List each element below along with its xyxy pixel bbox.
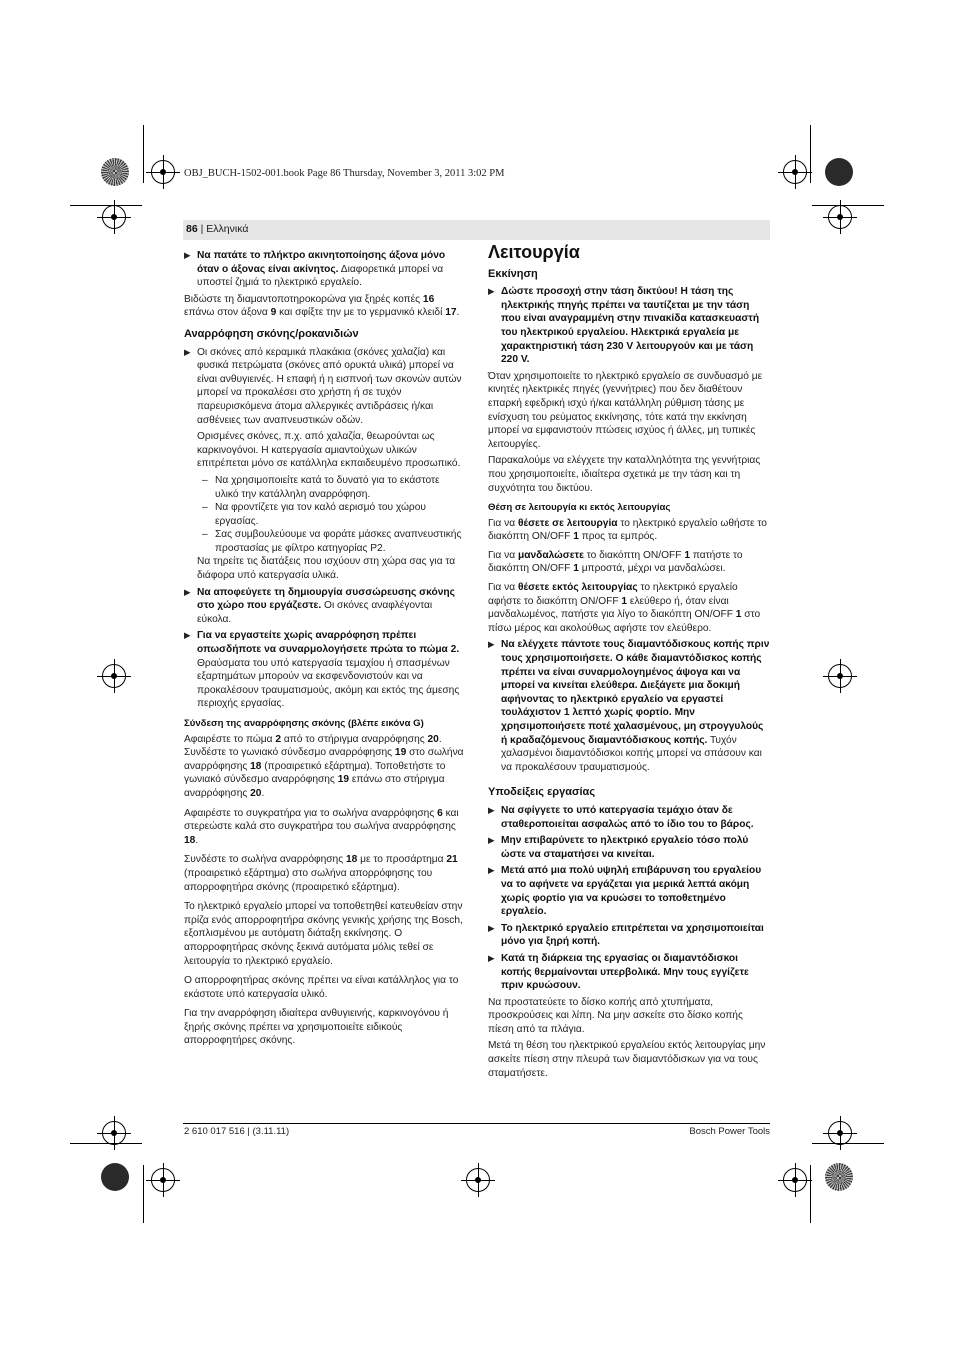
paragraph: Για την αναρρόφηση ιδιαίτερα ανθυγιεινής, καρκινογόνου ή ξηρής σκόνης πρέπει να χρησιμοποιείτε ειδικούς απορροφητήρες σκόνης. [184,1008,449,1047]
warning-item: ▶ Δώστε προσοχή στην τάση δικτύου! Η τάση της ηλεκτρικής πηγής πρέπει να ταυτίζεται με την τάση που είναι αναγραμμένη στην πινακίδα κατασκευαστή του ηλεκτρικού εργαλείου. Ηλεκτρικά εργαλεία με χαρακτηριστική τάση 230 V λειτουργούν και με τάση 220 V. [488,286,760,366]
warning-item: ▶ Κατά τη διάρκεια της εργασίας οι διαμαντόδισκοι κοπής θερμαίνονται υπερβολικά. Μην τους εγγίζετε πριν κρυώσουν. [488,952,749,992]
registration-mark [102,1121,126,1145]
section-heading: Εκκίνηση [488,267,538,280]
paragraph: Αφαιρέστε το πώμα 2 από το στήριγμα αναρρόφησης 20. Συνδέστε το γωνιακό σύνδεσμο αναρρόφησης 19 στο σωλήνα αναρρόφησης 18 (προαιρετικό εξάρτημα). Τοποθετήστε το γωνιακό σύνδεσμο αναρρόφησης 19 επάνω στο στήριγμα αναρρόφησης 20. [184,733,464,799]
paragraph: Συνδέστε το σωλήνα αναρρόφησης 18 με το προσάρτημα 21 (προαιρετικό εξάρτημα) στο σωλήνα απορρόφησης του απορροφητήρα σκόνης (προαιρετικό εξάρτημα). [184,854,458,893]
paragraph: Να προστατεύετε το δίσκο κοπής από χτυπήματα, προσκρούσεις και λίπη. Να μην ασκείτε στο δίσκο κοπής πίεση από τα πλάγια. [488,996,743,1035]
paragraph: Όταν χρησιμοποιείτε το ηλεκτρικό εργαλείο σε συνδυασμό με κινητές ηλεκτρικές πηγές (γεννήτριες) που δεν διαθέτουν επαρκή εφεδρική ισχύ ή/και κατάλληλη ρύθμιση τάσης με ενίσχυση του ρεύματος εκκίνησης, τότε κατά την εκκίνηση μπορεί να εμφανιστούν πτώσεις ισχύος ή άλλες, μη τυπικές λειτουργίες. [488,370,763,450]
page-title: Λειτουργία [488,242,580,262]
paragraph: Για να θέσετε εκτός λειτουργίας το ηλεκτρικό εργαλείο αφήστε το διακόπτη ON/OFF 1 ελεύθερο ή, όταν είναι μανδαλωμένος, πατήστε για λίγο το διακόπτη ON/OFF 1 στο πίσω μέρος και ακολούθως αφήστε τον ελεύθερο. [488,582,761,634]
paragraph: Για να μανδαλώσετε το διακόπτη ON/OFF 1 πατήστε το διακόπτη ON/OFF 1 μπροστά, μέχρι να μανδαλώσει. [488,549,743,575]
file-info: OBJ_BUCH-1502-001.book Page 86 Thursday, November 3, 2011 3:02 PM [184,168,505,179]
registration-mark [102,205,126,229]
subsection-heading: Θέση σε λειτουργία κι εκτός λειτουργίας [488,502,671,514]
footer-rule [183,1123,770,1124]
section-heading: Υποδείξεις εργασίας [488,786,596,799]
registration-mark [783,160,807,184]
footer-right: Bosch Power Tools [689,1126,770,1137]
color-target [101,1163,129,1191]
subsection-heading: Σύνδεση της αναρρόφησης σκόνης (βλέπε εικόνα G) [184,718,424,729]
registration-mark [783,1168,807,1192]
registration-mark [151,1168,175,1192]
paragraph: Ο απορροφητήρας σκόνης πρέπει να είναι κατάλληλος για το εκάστοτε υπό κατεργασία υλικό. [184,975,459,1000]
color-target [101,158,129,186]
warning-item: ▶ Για να εργαστείτε χωρίς αναρρόφηση πρέπει οπωσδήποτε να συναρμολογήσετε πρώτα το πώμα 2. Θραύσματα του υπό κατεργασία τεμαχίου ή σπασμένων εξαρτημάτων μπορούν να εκσφενδονιστούν και να προκαλέσουν τραυματισμούς, ακόμη και εκτός της άμεσης περιοχής εργασίας. [184,630,460,710]
paragraph: Για να θέσετε σε λειτουργία το ηλεκτρικό εργαλείο ωθήστε το διακόπτη ON/OFF 1 προς τα εμπρός. [488,517,767,543]
header-language: Ελληνικά [206,223,249,235]
warning-item: ▶ Να σφίγγετε το υπό κατεργασία τεμάχιο όταν δε σταθεροποιείται ασφαλώς από το ίδιο του το βάρος. [488,804,754,830]
color-target [825,158,853,186]
registration-mark [828,1121,852,1145]
warning-item: ▶ Να πατάτε το πλήκτρο ακινητοποίησης άξονα μόνο όταν ο άξονας είναι ακίνητος. Διαφορετικά μπορεί να υποστεί ζημιά το ηλεκτρικό εργαλείο. [184,250,446,289]
warning-item: ▶ Να ελέγχετε πάντοτε τους διαμαντόδισκους κοπής πριν τους χρησιμοποιήσετε. Ο κάθε διαμαντόδισκος κοπής πρέπει να είναι συναρμολογημένος άψογα και να μπορεί να κινείται ελεύθερα. Διεξάγετε μια δοκιμή αφήνοντας το ηλεκτρικό εργαλείο να εργαστεί τουλάχιστον 1 λεπτό χωρίς φορτίο. Μην χρησιμοποιήσετε ποτέ χαλασμένους, μη στρογγυλούς ή κραδαζόμενους διαμαντόδισκους κοπής. Τυχόν χαλασμένοι διαμαντόδισκοι κοπής μπορεί να σπάσουν και να προκαλέσουν τραυματισμούς. [488,639,770,773]
page-number: 86 [186,223,198,235]
registration-mark [151,160,175,184]
warning-item: ▶ Μετά από μια πολύ υψηλή επιβάρυνση του εργαλείου να το αφήνετε να εργάζεται για μερικά λεπτά ακόμη χωρίς φορτίο για να κρυώσει το τοποθετημένο εργαλείο. [488,865,762,918]
registration-mark [828,664,852,688]
paragraph: Αφαιρέστε το συγκρατήρα για το σωλήνα αναρρόφησης 6 και στερεώστε καλά στο συγκρατήρα του σωλήνα αναρρόφησης 18. [184,807,459,846]
warning-item: ▶ Να αποφεύγετε τη δημιουργία συσσώρευσης σκόνης στο χώρο που εργάζεστε. Οι σκόνες αναφλέγονται εύκολα. [184,586,455,625]
warning-item: ▶ Οι σκόνες από κεραμικά πλακάκια (σκόνες χαλαζία) και φυσικά πετρώματα (σκόνες από ορυκτά υλικά) μπορεί να είναι ανθυγιεινές. Η επαφή ή η εισπνοή των σκονών αυτών μπορεί να προκαλέσει στο χρήστη ή σε τυχόν παρευρισκόμενα άτομα αλλεργικές αντιδράσεις ή/και ασθένειες των αναπνευστικών οδών. [184,346,462,426]
header-bar [183,220,770,240]
paragraph: Το ηλεκτρικό εργαλείο μπορεί να τοποθετηθεί κατευθείαν στην πρίζα ενός απορροφητήρα σκόνης γενικής χρήσης της Bosch, εξοπλισμένου με αυτόματη διάταξη εκκίνησης. Ο απορροφητήρας σκόνης ξεκινά αυτόματα μόλις τεθεί σε λειτουργία το ηλεκτρικό εργαλείο. [184,901,463,967]
left-column [184,249,464,1051]
registration-mark [828,205,852,229]
crop-mark [143,1165,144,1223]
paragraph: Να τηρείτε τις διατάξεις που ισχύουν στη χώρα σας για τα διάφορα υπό κατεργασία υλικά. [197,556,456,582]
crop-mark [810,125,811,183]
crop-mark [70,1143,142,1144]
dash-item: – Να φροντίζετε για τον καλό αερισμό του χώρου εργασίας. [202,502,426,527]
paragraph: Ορισμένες σκόνες, π.χ. από χαλαζία, θεωρούνται ως καρκινογόνοι. Η κατεργασία αμιαντούχων υλικών επιτρέπεται μόνο σε κατάλληλα εκπαιδευμένο προσωπικό. [197,431,461,470]
section-heading: Αναρρόφηση σκόνης/ροκανιδιών [184,327,359,340]
crop-mark [812,205,884,206]
registration-mark [466,1168,490,1192]
crop-mark [143,125,144,183]
paragraph: Βιδώστε τη διαμαντοποτηροκορώνα για ξηρές κοπές 16 επάνω στον άξονα 9 και σφίξτε την με το γερμανικό κλειδί 17. [184,293,460,319]
paragraph: Μετά τη θέση του ηλεκτρικού εργαλείου εκτός λειτουργίας μην ασκείτε πίεση στην πλευρά των διαμαντόδισκων για να τους σταματήσετε. [488,1040,766,1079]
crop-mark [810,1165,811,1223]
paragraph: Παρακαλούμε να ελέγχετε την καταλληλότητα της γεννήτριας που χρησιμοποιείτε, ιδιαίτερα σχετικά με την τάση και τη συχνότητα του δικτύου. [488,455,761,494]
warning-item: ▶ Το ηλεκτρικό εργαλείο επιτρέπεται να χρησιμοποιείται μόνο για ξηρή κοπή. [488,922,764,948]
dash-item: – Σας συμβουλεύουμε να φοράτε μάσκες αναπνευστικής προστασίας με φίλτρο κατηγορίας P2. [202,529,462,554]
footer-left: 2 610 017 516 | (3.11.11) [184,1126,290,1137]
warning-item: ▶ Μην επιβαρύνετε το ηλεκτρικό εργαλείο τόσο πολύ ώστε να σταματήσει να κινείται. [488,835,749,860]
registration-mark [102,664,126,688]
right-column [488,242,770,1083]
page-header: 86 | Ελληνικά [186,223,249,235]
crop-mark [70,205,142,206]
color-target [825,1163,853,1191]
crop-mark [812,1143,884,1144]
dash-item: – Να χρησιμοποιείτε κατά το δυνατό για το εκάστοτε υλικό την κατάλληλη αναρρόφηση. [202,474,440,500]
